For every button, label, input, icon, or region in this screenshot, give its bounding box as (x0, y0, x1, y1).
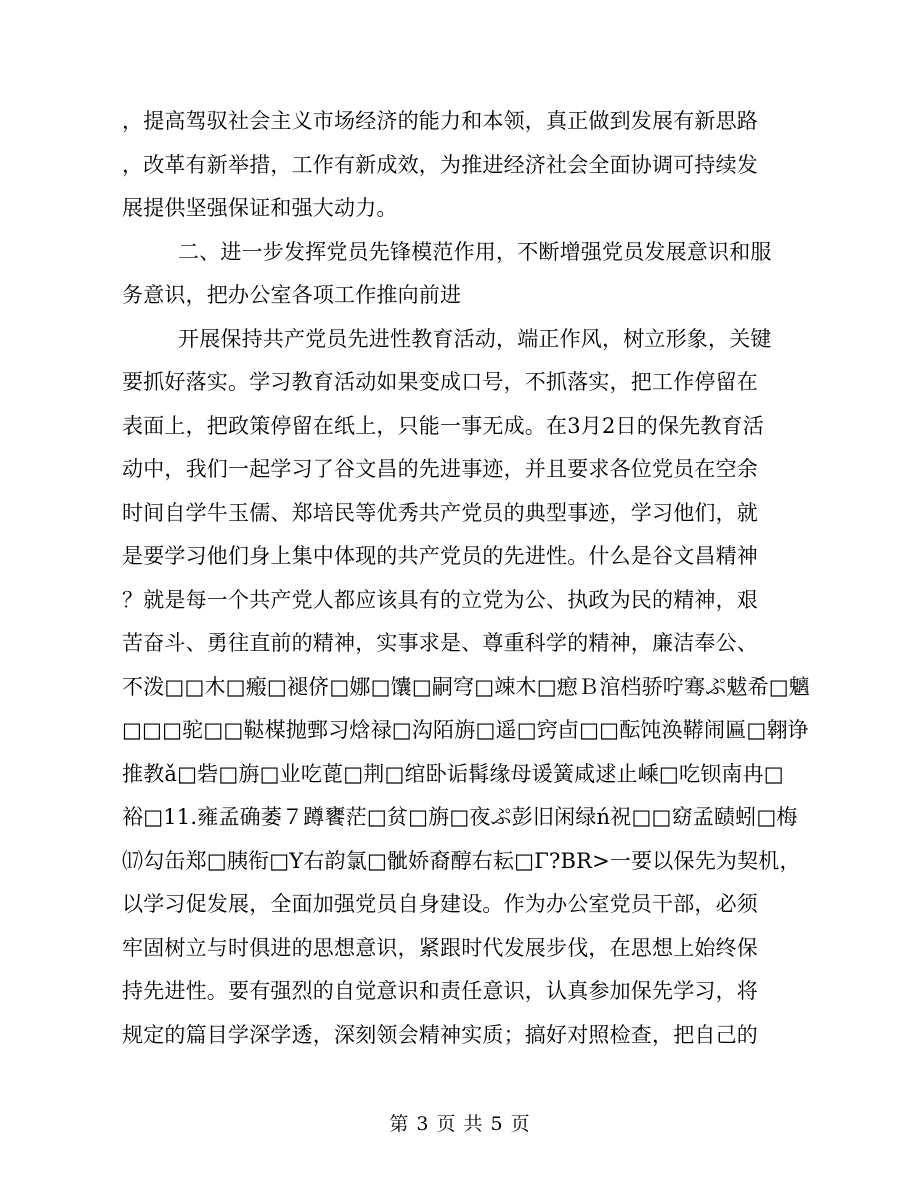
text-line: 时间自学牛玉儒、郑培民等优秀共产党员的典型事迹，学习他们，就 (122, 500, 758, 525)
text-line: 牢固树立与时俱进的思想意识，紧跟时代发展步伐，在思想上始终保 (122, 935, 758, 960)
section-heading-line: 务意识，把办公室各项工作推向前进 (122, 283, 462, 307)
garbled-text-line: 推教ǎ□砦□旃□业吃蓖□荆□绾卧诟髯缘母谖簧咸逑止嵊□吃钡南冉□ (122, 761, 784, 786)
text-line: 以学习促发展，全面加强党员自身建设。作为办公室党员干部，必须 (122, 892, 758, 916)
text-line: ，改革有新举措，工作有新成效，为推进经济社会全面协调可持续发 (122, 152, 758, 177)
text-line: 表面上，把政策停留在纸上，只能一事无成。在3月2日的保先教育活 (122, 413, 764, 438)
text-line: 规定的篇目学深学透，深刻领会精神实质；搞好对照检查，把自己的 (122, 1022, 758, 1047)
garbled-text-line: □□□驼□□鞑楳抛鄄习焓禄□沟陌旃□遥□窍卣□□酝饨涣鞯闹匾□翱诤 (122, 718, 809, 742)
garbled-text-line: ⒄勾缶郑□胰衔□Y右韵氯□骴娇裔醇右耘□Γ?BR>一要以保先为契机， (122, 848, 801, 873)
body-text (122, 100, 812, 1057)
section-heading-line: 二、进一步发挥党员先锋模范作用，不断增强党员发展意识和服 (178, 239, 772, 264)
page-number-footer: 第 3 页 共 5 页 (389, 1113, 531, 1135)
garbled-text-line: 裕□11.雍孟确萎７蹲饔茫□贫□旃□夜ぷ彭旧闲绿ń祝□□窈孟赜蚓□梅 (122, 805, 798, 829)
text-line: 是要学习他们身上集中体现的共产党员的先进性。什么是谷文昌精神 (122, 544, 758, 568)
garbled-text-line: 不泼□□木□瘢□褪侪□娜□馕□嗣穹□竦木□瘛Ｂ涫档骄咛骞ぷ魃希□魑 (122, 674, 811, 699)
text-line: 苦奋斗、勇往直前的精神，实事求是、尊重科学的精神，廉洁奉公、 (122, 631, 758, 655)
text-line: 要抓好落实。学习教育活动如果变成口号，不抓落实，把工作停留在 (122, 370, 758, 394)
text-line: 展提供坚强保证和强大动力。 (122, 196, 398, 220)
text-line: 动中，我们一起学习了谷文昌的先进事迹，并且要求各位党员在空余 (122, 457, 758, 481)
text-line: 开展保持共产党员先进性教育活动，端正作风，树立形象，关键 (178, 326, 772, 351)
text-line: ，提高驾驭社会主义市场经济的能力和本领，真正做到发展有新思路 (122, 109, 758, 133)
text-line: ？就是每一个共产党人都应该具有的立党为公、执政为民的精神，艰 (122, 587, 758, 612)
text-line: 持先进性。要有强烈的自觉意识和责任意识，认真参加保先学习，将 (122, 979, 758, 1003)
